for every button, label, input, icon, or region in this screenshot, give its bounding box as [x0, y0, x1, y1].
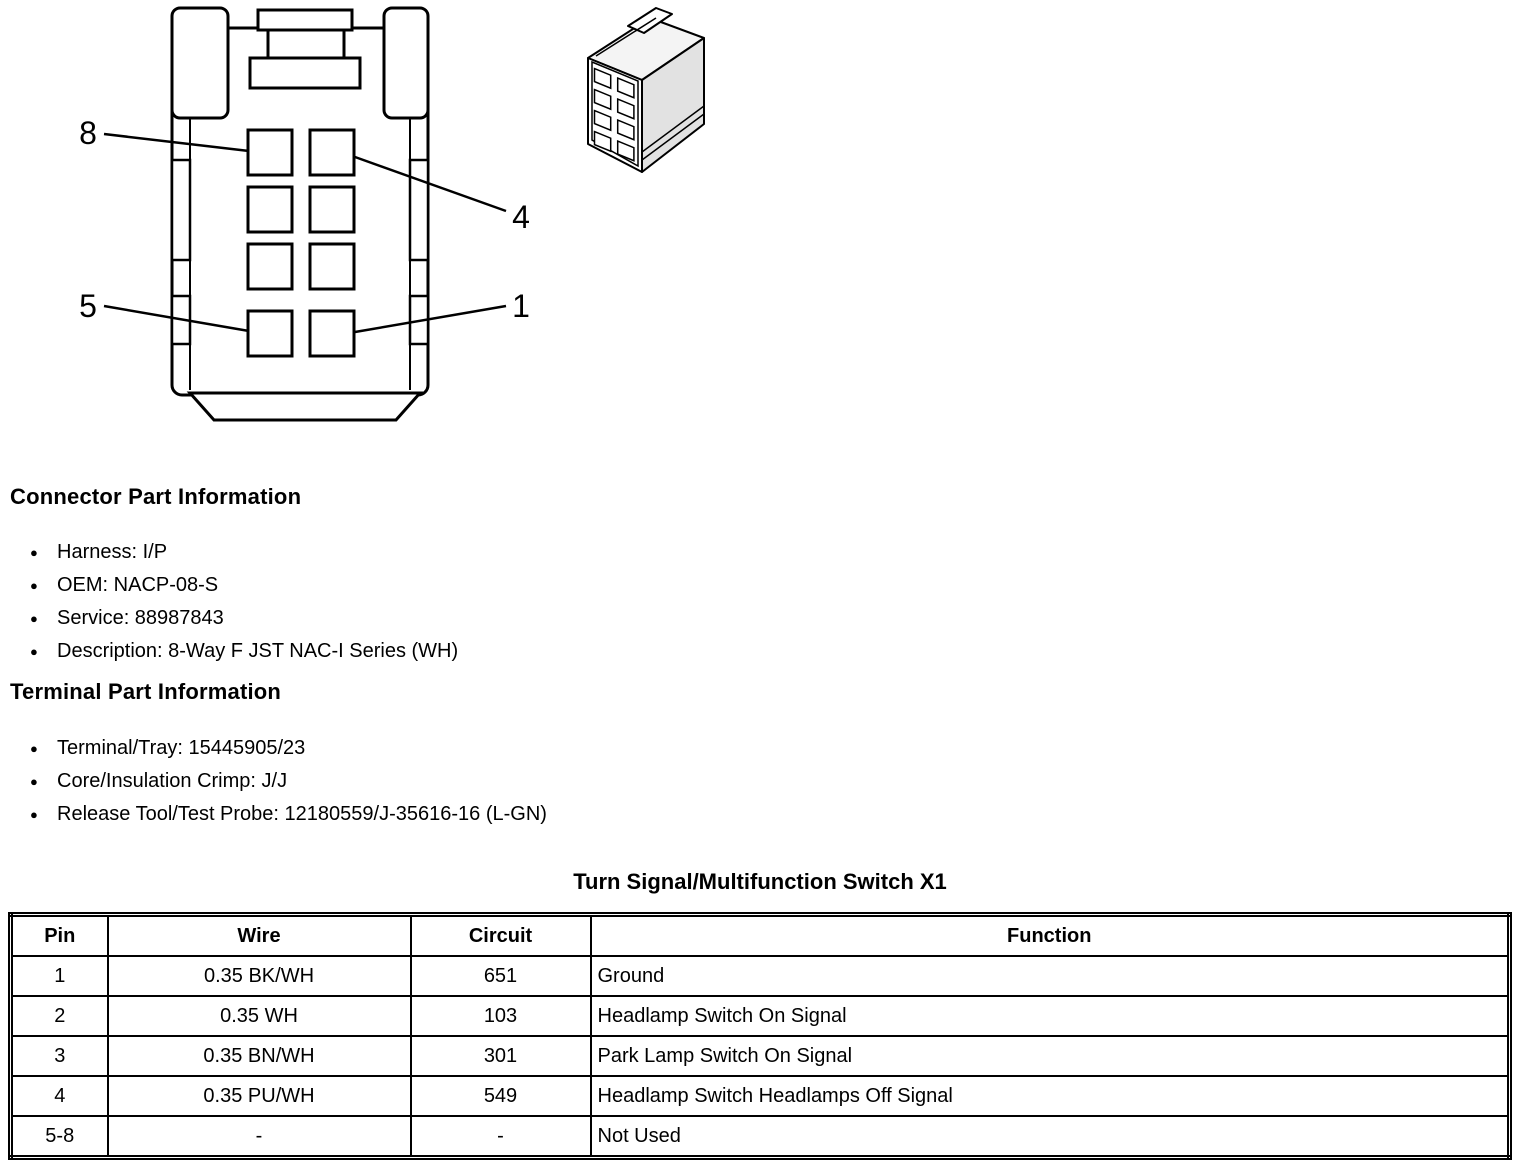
cell-wire: 0.35 WH [108, 996, 411, 1036]
bullet-icon: ● [30, 774, 38, 789]
cell-function: Ground [591, 956, 1510, 996]
terminal-part-info-heading: Terminal Part Information [10, 679, 282, 704]
list-item-text: Harness: I/P [57, 541, 168, 563]
table-title: Turn Signal/Multifunction Switch X1 [573, 869, 947, 894]
pin-cavity-3 [310, 187, 354, 232]
bottom-key [190, 393, 420, 420]
list-item [30, 569, 458, 602]
connector-front-view-diagram [0, 0, 560, 440]
side-notch [410, 160, 428, 260]
list-item [30, 732, 547, 765]
terminal-part-info-list [30, 732, 547, 831]
connector-isometric-view [572, 2, 712, 187]
latch-middle [268, 30, 344, 58]
cell-wire: - [108, 1116, 411, 1158]
cell-circuit: - [411, 1116, 591, 1158]
cell-wire: 0.35 PU/WH [108, 1076, 411, 1116]
cell-function: Park Lamp Switch On Signal [591, 1036, 1510, 1076]
bullet-icon: ● [30, 741, 38, 756]
cell-wire: 0.35 BN/WH [108, 1036, 411, 1076]
list-item-text: OEM: NACP-08-S [57, 574, 219, 596]
table-row [11, 956, 1510, 996]
bullet-icon: ● [30, 644, 38, 659]
table-header-row [11, 915, 1510, 957]
cell-circuit: 651 [411, 956, 591, 996]
cell-function: Not Used [591, 1116, 1510, 1158]
pin-label-8: 8 [79, 115, 97, 151]
pin-cavity-7 [248, 187, 292, 232]
pin-label-5: 5 [79, 288, 97, 324]
side-notch [172, 160, 190, 260]
pin-cavity-5 [248, 311, 292, 356]
latch-base [250, 58, 360, 88]
list-item-text: Terminal/Tray: 15445905/23 [57, 737, 306, 759]
cell-pin: 1 [11, 956, 108, 996]
cell-pin: 5-8 [11, 1116, 108, 1158]
mounting-ear-left [172, 8, 228, 118]
connector-part-info-list [30, 536, 458, 668]
col-header-circuit: Circuit [411, 915, 591, 957]
bullet-icon: ● [30, 578, 38, 593]
table-row [11, 1036, 1510, 1076]
connector-part-info-heading: Connector Part Information [10, 484, 302, 509]
list-item-text: Core/Insulation Crimp: J/J [57, 770, 288, 792]
list-item-text: Release Tool/Test Probe: 12180559/J-35616-16 (L-GN) [57, 803, 547, 825]
pin-cavity-1 [310, 311, 354, 356]
cell-pin: 3 [11, 1036, 108, 1076]
list-item [30, 765, 547, 798]
latch-top [258, 10, 352, 30]
list-item [30, 536, 458, 569]
cell-wire: 0.35 BK/WH [108, 956, 411, 996]
cell-circuit: 301 [411, 1036, 591, 1076]
cell-function: Headlamp Switch Headlamps Off Signal [591, 1076, 1510, 1116]
table-row [11, 1076, 1510, 1116]
list-item [30, 798, 547, 831]
pin-cavity-6 [248, 244, 292, 289]
pin-cavity-4 [310, 130, 354, 175]
pinout-table [8, 912, 1512, 1160]
col-header-function: Function [591, 915, 1510, 957]
mounting-ear-right [384, 8, 428, 118]
pin-cavity-8 [248, 130, 292, 175]
cell-function: Headlamp Switch On Signal [591, 996, 1510, 1036]
cell-pin: 4 [11, 1076, 108, 1116]
list-item [30, 602, 458, 635]
list-item-text: Service: 88987843 [57, 607, 224, 629]
cell-circuit: 103 [411, 996, 591, 1036]
table-row [11, 996, 1510, 1036]
bullet-icon: ● [30, 807, 38, 822]
bullet-icon: ● [30, 545, 38, 560]
col-header-pin: Pin [11, 915, 108, 957]
bullet-icon: ● [30, 611, 38, 626]
pin-label-4: 4 [512, 199, 530, 235]
pin-label-1: 1 [512, 288, 530, 324]
table-row [11, 1116, 1510, 1158]
cell-pin: 2 [11, 996, 108, 1036]
pin-cavity-2 [310, 244, 354, 289]
cell-circuit: 549 [411, 1076, 591, 1116]
col-header-wire: Wire [108, 915, 411, 957]
list-item [30, 635, 458, 668]
list-item-text: Description: 8-Way F JST NAC-I Series (WH) [57, 640, 459, 662]
